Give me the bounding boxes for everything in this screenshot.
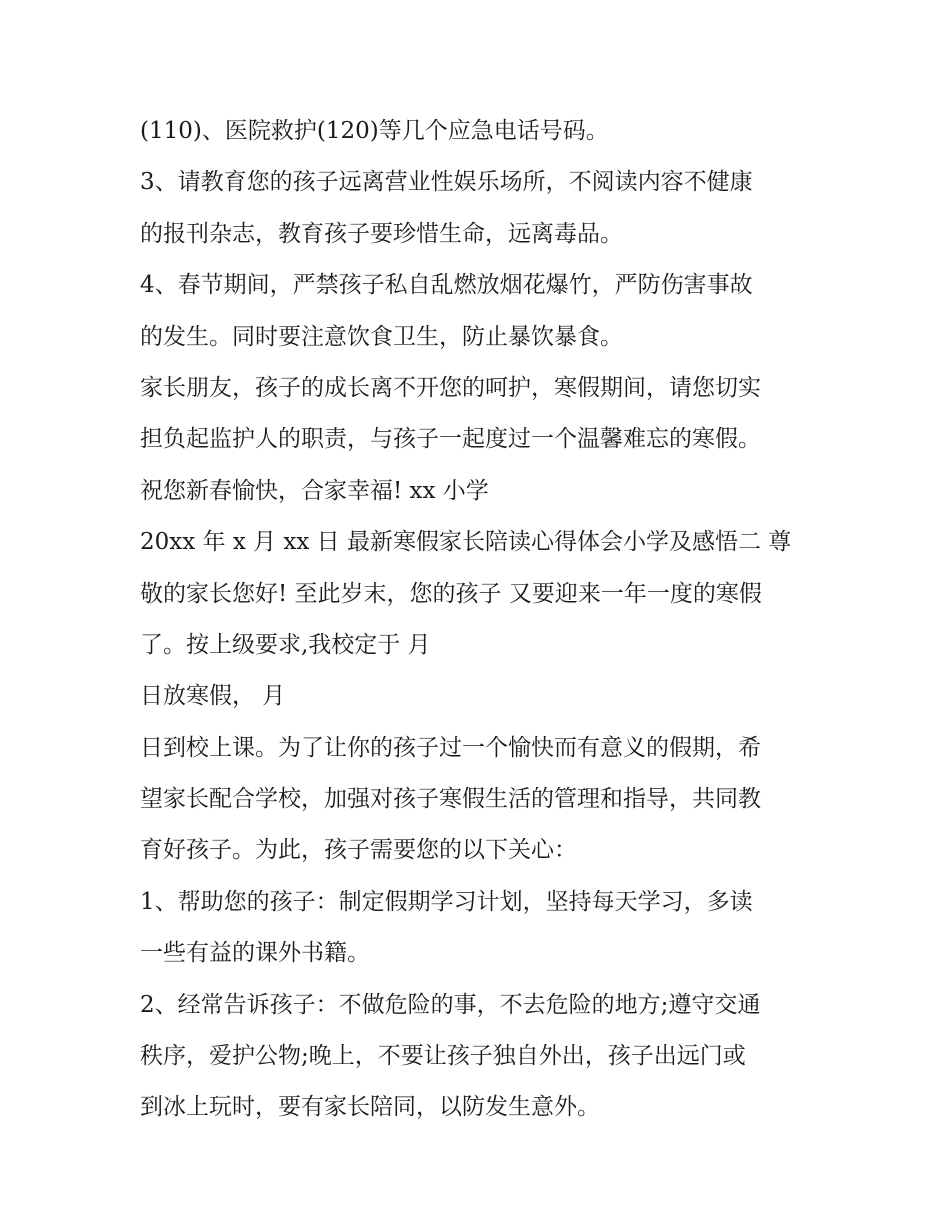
text-line: 4、春节期间，严禁孩子私自乱燃放烟花爆竹，严防伤害事故	[140, 272, 753, 299]
text-line: 担负起监护人的职责，与孩子一起度过一个温馨难忘的寒假。	[140, 426, 761, 453]
text-line: 家长朋友，孩子的成长离不开您的呵护，寒假期间，请您切实	[140, 374, 761, 401]
text-line: 1、帮助您的孩子：制定假期学习计划，坚持每天学习，多读	[140, 888, 753, 915]
text-line: 了。按上级要求,我校定于 月	[140, 631, 431, 658]
text-line: 的发生。同时要注意饮食卫生，防止暴饮暴食。	[140, 323, 623, 350]
text-line: 敬的家长您好! 至此岁末，您的孩子 又要迎来一年一度的寒假	[140, 580, 762, 607]
text-line: 育好孩子。为此，孩子需要您的以下关心：	[140, 837, 577, 864]
document-body	[140, 106, 830, 1134]
text-line: (110)、医院救护(120)等几个应急电话号码。	[140, 118, 609, 144]
text-line: 日放寒假， 月	[140, 683, 286, 710]
text-line: 一些有益的课外书籍。	[140, 940, 370, 967]
text-line: 到冰上玩时，要有家长陪同，以防发生意外。	[140, 1094, 600, 1121]
text-line: 日到校上课。为了让你的孩子过一个愉快而有意义的假期，希	[140, 734, 761, 761]
text-line: 20xx 年 x 月 xx 日 最新寒假家长陪读心得体会小学及感悟二 尊	[140, 529, 792, 556]
text-line: 3、请教育您的孩子远离营业性娱乐场所，不阅读内容不健康	[140, 169, 753, 196]
text-line: 秩序，爱护公物;晚上，不要让孩子独自外出，孩子出远门或	[140, 1043, 746, 1070]
text-line: 的报刊杂志，教育孩子要珍惜生命，远离毒品。	[140, 220, 623, 247]
text-line: 望家长配合学校，加强对孩子寒假生活的管理和指导，共同教	[140, 786, 761, 813]
text-line: 2、经常告诉孩子：不做危险的事，不去危险的地方;遵守交通	[140, 991, 761, 1018]
text-line: 祝您新春愉快，合家幸福! xx 小学	[140, 477, 489, 504]
